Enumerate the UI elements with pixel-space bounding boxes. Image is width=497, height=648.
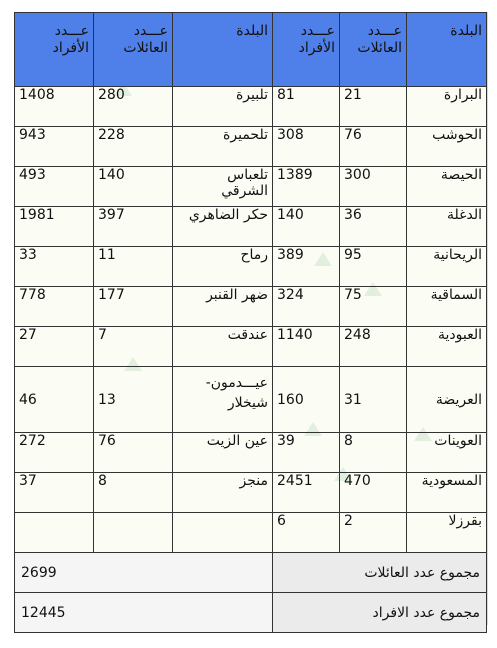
individuals-cell: 140 — [273, 207, 340, 247]
families-cell: 11 — [94, 247, 173, 287]
header-town-left: البلدة — [173, 13, 273, 87]
families-cell: 300 — [340, 167, 407, 207]
families-cell: 8 — [94, 473, 173, 513]
families-cell: 177 — [94, 287, 173, 327]
families-cell: 248 — [340, 327, 407, 367]
individuals-cell: 46 — [15, 367, 94, 433]
families-cell: 13 — [94, 367, 173, 433]
town-cell: البرارة — [407, 87, 487, 127]
families-cell: 140 — [94, 167, 173, 207]
individuals-cell: 493 — [15, 167, 94, 207]
town-cell: بقرزلا — [407, 513, 487, 553]
table-row — [15, 167, 487, 207]
header-town-right: البلدة — [407, 13, 487, 87]
individuals-cell: 81 — [273, 87, 340, 127]
town-cell: عيـــدمون- شيخلار — [173, 367, 273, 433]
town-cell: عين الزيت — [173, 433, 273, 473]
families-cell — [94, 513, 173, 553]
header-row — [15, 13, 487, 87]
header-label-line1: عـــدد — [367, 23, 402, 39]
header-families-right — [340, 13, 407, 87]
town-cell: حكر الضاهري — [173, 207, 273, 247]
families-cell: 470 — [340, 473, 407, 513]
individuals-cell: 1389 — [273, 167, 340, 207]
table-row — [15, 513, 487, 553]
town-cell: منجز — [173, 473, 273, 513]
header-label-line1: عـــدد — [133, 23, 168, 39]
table-row — [15, 327, 487, 367]
header-label-line2: العائلات — [123, 40, 168, 56]
header-label-line2: العائلات — [357, 40, 402, 56]
total-individuals-row — [15, 593, 487, 633]
town-cell: الحيصة — [407, 167, 487, 207]
header-families-left — [94, 13, 173, 87]
town-cell: رماح — [173, 247, 273, 287]
families-cell: 280 — [94, 87, 173, 127]
individuals-cell: 39 — [273, 433, 340, 473]
individuals-cell: 324 — [273, 287, 340, 327]
individuals-cell: 308 — [273, 127, 340, 167]
individuals-cell: 272 — [15, 433, 94, 473]
town-cell: الريحانية — [407, 247, 487, 287]
table-row — [15, 433, 487, 473]
individuals-cell: 1140 — [273, 327, 340, 367]
individuals-cell: 33 — [15, 247, 94, 287]
town-cell: الدغلة — [407, 207, 487, 247]
table-row — [15, 473, 487, 513]
total-families-row — [15, 553, 487, 593]
table-row — [15, 127, 487, 167]
families-cell: 2 — [340, 513, 407, 553]
town-cell: السماقية — [407, 287, 487, 327]
individuals-cell: 778 — [15, 287, 94, 327]
town-cell: العبودية — [407, 327, 487, 367]
town-cell — [173, 513, 273, 553]
individuals-cell: 6 — [273, 513, 340, 553]
population-table — [14, 12, 487, 633]
town-cell: ضهر القنبر — [173, 287, 273, 327]
header-label-line1: عـــدد — [300, 23, 335, 39]
town-cell: تلعباس الشرقي — [173, 167, 273, 207]
individuals-cell: 2451 — [273, 473, 340, 513]
table-row — [15, 87, 487, 127]
table-row — [15, 287, 487, 327]
header-individuals-right — [273, 13, 340, 87]
families-cell: 36 — [340, 207, 407, 247]
families-cell: 31 — [340, 367, 407, 433]
individuals-cell: 27 — [15, 327, 94, 367]
town-cell: العريضة — [407, 367, 487, 433]
families-cell: 76 — [340, 127, 407, 167]
town-cell: تلبيرة — [173, 87, 273, 127]
total-individuals-value: 12445 — [15, 593, 273, 633]
town-cell: عندقت — [173, 327, 273, 367]
individuals-cell — [15, 513, 94, 553]
town-cell: تلحميرة — [173, 127, 273, 167]
header-label-line2: الأفراد — [52, 40, 89, 56]
total-families-label: مجموع عدد العائلات — [273, 553, 487, 593]
town-cell: الحوشب — [407, 127, 487, 167]
header-individuals-left — [15, 13, 94, 87]
total-families-value: 2699 — [15, 553, 273, 593]
header-label-line1: عـــدد — [54, 23, 89, 39]
families-cell: 397 — [94, 207, 173, 247]
town-cell: العوينات — [407, 433, 487, 473]
families-cell: 8 — [340, 433, 407, 473]
families-cell: 228 — [94, 127, 173, 167]
individuals-cell: 943 — [15, 127, 94, 167]
families-cell: 21 — [340, 87, 407, 127]
families-cell: 95 — [340, 247, 407, 287]
document-sheet — [14, 12, 488, 625]
table-row — [15, 367, 487, 433]
individuals-cell: 1981 — [15, 207, 94, 247]
families-cell: 7 — [94, 327, 173, 367]
table-row — [15, 247, 487, 287]
individuals-cell: 389 — [273, 247, 340, 287]
families-cell: 75 — [340, 287, 407, 327]
individuals-cell: 160 — [273, 367, 340, 433]
header-label-line2: الأفراد — [298, 40, 335, 56]
total-individuals-label: مجموع عدد الافراد — [273, 593, 487, 633]
individuals-cell: 1408 — [15, 87, 94, 127]
table-row — [15, 207, 487, 247]
town-cell: المسعودية — [407, 473, 487, 513]
individuals-cell: 37 — [15, 473, 94, 513]
families-cell: 76 — [94, 433, 173, 473]
